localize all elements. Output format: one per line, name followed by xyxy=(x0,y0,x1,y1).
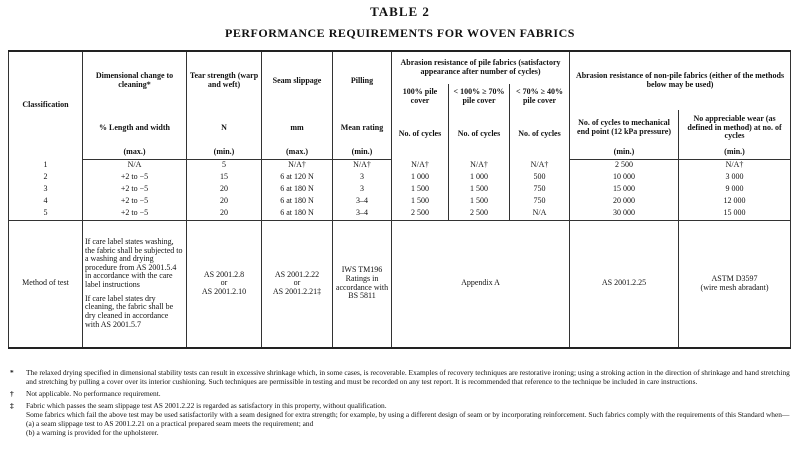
cell-dimensional: +2 to −5 xyxy=(83,196,187,208)
cell-pilling: 3 xyxy=(333,184,392,196)
cell-tear: 20 xyxy=(187,208,262,221)
method-nonpile-2 xyxy=(679,220,791,348)
method-dimensional xyxy=(83,220,187,348)
method-pilling: IWS TM196 Ratings in accordance with BS 5811 xyxy=(333,220,392,348)
header-classification: Classification xyxy=(9,51,83,160)
method-label: Method of test xyxy=(9,220,83,348)
cell-dimensional: N/A xyxy=(83,160,187,172)
cell-pile-2: 1 500 xyxy=(449,184,510,196)
cell-class: 4 xyxy=(9,196,83,208)
cell-dimensional: +2 to −5 xyxy=(83,184,187,196)
cell-nonpile-2: 9 000 xyxy=(679,184,791,196)
cell-pile-2: 1 000 xyxy=(449,172,510,184)
note-star xyxy=(8,368,790,386)
cell-pile-1: N/A† xyxy=(392,160,449,172)
method-tear-1: AS 2001.2.8 xyxy=(203,269,245,279)
header-pile-70-100: < 100% ≥ 70% pile cover xyxy=(449,84,510,110)
note-double-dagger-text-2: Some fabrics which fail the above test may be used satisfactorily with a seam designed for extra strength; for example, by using a different design of seam or by incorporating reinforcement. Such fabrics comply with the requirements of this Standard when— xyxy=(26,410,790,420)
header-dimensional-change: Dimensional change to cleaning* xyxy=(83,51,187,110)
table-row xyxy=(9,160,791,172)
unit-pile-3: No. of cycles xyxy=(510,110,570,160)
unit-dimensional: % Length and width xyxy=(83,110,187,146)
note-star-symbol: * xyxy=(10,368,14,377)
method-seam-2: AS 2001.2.21‡ xyxy=(272,286,322,296)
cell-pile-3: N/A† xyxy=(510,160,570,172)
cell-pile-1: 1 500 xyxy=(392,184,449,196)
cell-class: 3 xyxy=(9,184,83,196)
cell-dimensional: +2 to −5 xyxy=(83,208,187,221)
unit-pilling: Mean rating xyxy=(333,110,392,146)
method-nonpile-1: AS 2001.2.25 xyxy=(570,220,679,348)
header-pilling: Pilling xyxy=(333,51,392,110)
cell-nonpile-1: 10 000 xyxy=(570,172,679,184)
cell-nonpile-1: 30 000 xyxy=(570,208,679,221)
cell-tear: 20 xyxy=(187,184,262,196)
cell-tear: 20 xyxy=(187,196,262,208)
cell-seam: 6 at 120 N xyxy=(262,172,333,184)
note-double-dagger xyxy=(8,401,790,437)
limit-tear: (min.) xyxy=(187,146,262,160)
cell-pile-2: 1 500 xyxy=(449,196,510,208)
table-row xyxy=(9,196,791,208)
method-of-test-row xyxy=(9,220,791,348)
method-nonpile-2-abradant: (wire mesh abradant) xyxy=(700,282,769,292)
method-tear-or: or xyxy=(220,278,228,288)
cell-nonpile-2: 12 000 xyxy=(679,196,791,208)
cell-pile-3: 500 xyxy=(510,172,570,184)
cell-dimensional: +2 to −5 xyxy=(83,172,187,184)
header-pile-40-70: < 70% ≥ 40% pile cover xyxy=(510,84,570,110)
cell-pile-1: 1 000 xyxy=(392,172,449,184)
limit-nonpile-2: (min.) xyxy=(679,146,791,160)
limit-seam: (max.) xyxy=(262,146,333,160)
cell-pile-1: 1 500 xyxy=(392,196,449,208)
method-tear xyxy=(187,220,262,348)
cell-pile-3: N/A xyxy=(510,208,570,221)
note-star-text: The relaxed drying specified in dimensional stability tests can result in excessive shrinkage which, in some cases, is recoverable. Examples of recovery techniques are restorative ironing; using a stroking action in the direction of shrinkage and hand stretching and stretching by pulling a cover over its interior cushioning. Such techniques are permissible in testing and must be recorded on any test report. It is recommended that reference to the technique be included in care instructions. xyxy=(26,368,790,387)
cell-pile-3: 750 xyxy=(510,196,570,208)
note-dagger xyxy=(8,389,790,398)
unit-tear: N xyxy=(187,110,262,146)
method-dimensional-drycleaning: If care label states dry cleaning, the fabric shall be dry cleaned in accordance with AS 2001.5.7 xyxy=(85,293,174,329)
header-seam-slippage: Seam slippage xyxy=(262,51,333,110)
cell-nonpile-2: 15 000 xyxy=(679,208,791,221)
limit-nonpile-1: (min.) xyxy=(570,146,679,160)
cell-nonpile-1: 20 000 xyxy=(570,196,679,208)
unit-pile-1: No. of cycles xyxy=(392,110,449,160)
cell-pilling: 3–4 xyxy=(333,196,392,208)
method-seam-or: or xyxy=(293,278,301,288)
table-title: PERFORMANCE REQUIREMENTS FOR WOVEN FABRICS xyxy=(225,26,575,40)
cell-seam: 6 at 180 N xyxy=(262,196,333,208)
cell-tear: 15 xyxy=(187,172,262,184)
method-tear-2: AS 2001.2.10 xyxy=(201,286,247,296)
cell-seam: 6 at 180 N xyxy=(262,184,333,196)
unit-pile-2: No. of cycles xyxy=(449,110,510,160)
limit-dimensional: (max.) xyxy=(83,146,187,160)
cell-class: 2 xyxy=(9,172,83,184)
header-pile-100: 100% pile cover xyxy=(392,84,449,110)
header-tear-strength: Tear strength (warp and weft) xyxy=(187,51,262,110)
cell-pilling: 3 xyxy=(333,172,392,184)
cell-class: 5 xyxy=(9,208,83,221)
method-dimensional-washing: If care label states washing, the fabric shall be subjected to a washing and drying procedure from AS 2001.5.4 in accordance with the care label instructions xyxy=(85,236,183,289)
cell-class: 1 xyxy=(9,160,83,172)
note-double-dagger-item-b: (b) a warning is provided for the upholsterer. xyxy=(26,428,159,438)
cell-seam: N/A† xyxy=(262,160,333,172)
performance-table xyxy=(8,50,791,349)
header-pile-abrasion: Abrasion resistance of pile fabrics (satisfactory appearance after number of cycles) xyxy=(392,51,570,84)
cell-nonpile-2: 3 000 xyxy=(679,172,791,184)
cell-pilling: N/A† xyxy=(333,160,392,172)
cell-seam: 6 at 180 N xyxy=(262,208,333,221)
method-nonpile-2-standard: ASTM D3597 xyxy=(711,273,758,283)
cell-nonpile-2: N/A† xyxy=(679,160,791,172)
note-dagger-symbol: † xyxy=(10,389,14,399)
cell-pile-2: N/A† xyxy=(449,160,510,172)
note-dagger-text: Not applicable. No performance requirement. xyxy=(26,389,161,399)
unit-nonpile-1: No. of cycles to mechanical end point (12 kPa pressure) xyxy=(570,110,679,146)
cell-pile-2: 2 500 xyxy=(449,208,510,221)
table-number: TABLE 2 xyxy=(370,4,430,19)
unit-seam: mm xyxy=(262,110,333,146)
note-double-dagger-text-1: Fabric which passes the seam slippage test AS 2001.2.22 is regarded as satisfactory in this property, without qualification. xyxy=(26,401,387,411)
table-row xyxy=(9,172,791,184)
note-double-dagger-item-a: (a) a seam slippage test to AS 2001.2.21 on a practical prepared seam meets the requirement; and xyxy=(26,419,314,429)
cell-pilling: 3–4 xyxy=(333,208,392,221)
method-seam-1: AS 2001.2.22 xyxy=(274,269,320,279)
note-double-dagger-symbol: ‡ xyxy=(10,401,14,411)
cell-tear: 5 xyxy=(187,160,262,172)
unit-nonpile-2: No appreciable wear (as defined in method) at no. of cycles xyxy=(679,110,791,146)
limit-pilling: (min.) xyxy=(333,146,392,160)
method-seam xyxy=(262,220,333,348)
table-notes xyxy=(8,368,790,440)
table-row xyxy=(9,184,791,196)
cell-nonpile-1: 15 000 xyxy=(570,184,679,196)
table-row xyxy=(9,208,791,221)
header-nonpile-abrasion: Abrasion resistance of non-pile fabrics (either of the methods below may be used) xyxy=(570,51,791,110)
cell-pile-1: 2 500 xyxy=(392,208,449,221)
cell-nonpile-1: 2 500 xyxy=(570,160,679,172)
method-pile: Appendix A xyxy=(392,220,570,348)
cell-pile-3: 750 xyxy=(510,184,570,196)
